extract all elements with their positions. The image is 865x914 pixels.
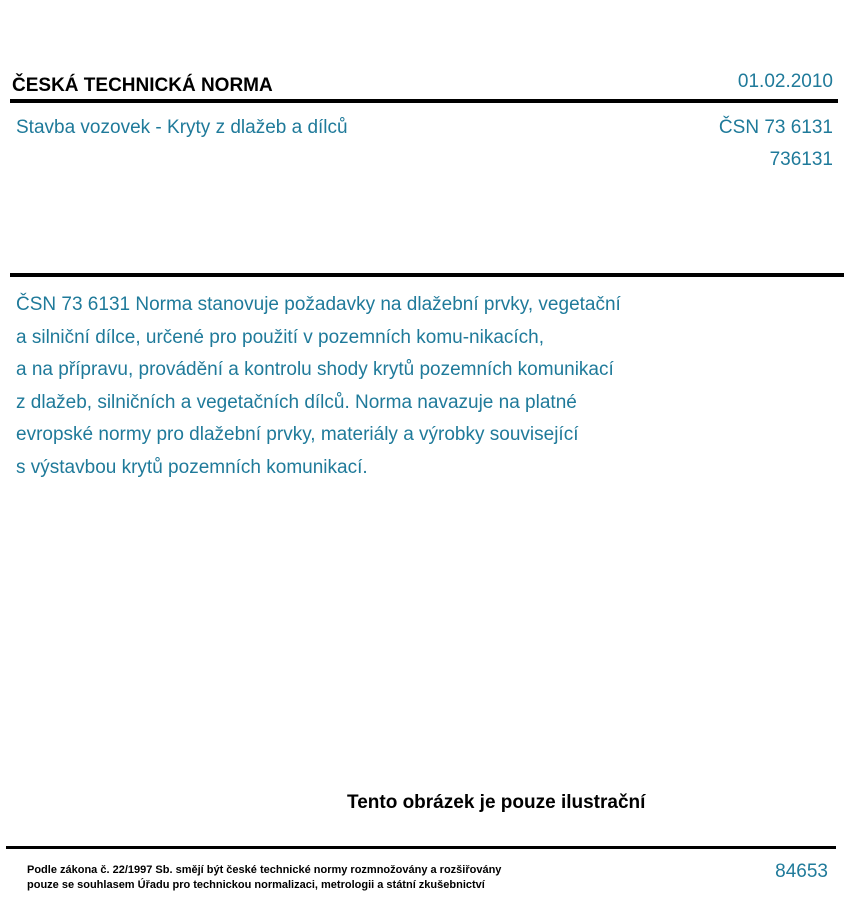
abstract-line: ČSN 73 6131 Norma stanovuje požadavky na dlažební prvky, vegetační <box>16 294 621 315</box>
legal-line: Podle zákona č. 22/1997 Sb. smějí být české technické normy rozmnožovány a rozšiřovány <box>27 864 502 876</box>
abstract-line: a na přípravu, provádění a kontrolu shody krytů pozemních komunikací <box>16 359 614 380</box>
abstract-line: s výstavbou krytů pozemních komunikací. <box>16 456 368 478</box>
middle-divider <box>10 273 844 277</box>
abstract-line: evropské normy pro dlažební prvky, materiály a výrobky související <box>16 424 579 445</box>
legal-notice <box>27 863 501 893</box>
abstract-line: z dlažeb, silničních a vegetačních dílců. Norma navazuje na platné <box>16 391 577 413</box>
document-id: 84653 <box>775 861 828 882</box>
illustrative-notice: Tento obrázek je pouze ilustrační <box>347 792 646 813</box>
document-title: Stavba vozovek - Kryty z dlažeb a dílců <box>16 117 348 138</box>
bottom-divider <box>6 846 836 849</box>
issue-date: 01.02.2010 <box>737 71 833 92</box>
page-heading: ČESKÁ TECHNICKÁ NORMA <box>12 75 273 96</box>
abstract-line: a silniční dílce, určené pro použití v pozemních komu-nikacích, <box>16 326 545 348</box>
abstract-text <box>16 289 836 484</box>
top-divider <box>10 99 838 103</box>
classification-code: 736131 <box>769 149 833 170</box>
standard-number: ČSN 73 6131 <box>718 117 833 138</box>
legal-line: pouze se souhlasem Úřadu pro technickou normalizaci, metrologii a státní zkušebnictví <box>27 879 485 891</box>
